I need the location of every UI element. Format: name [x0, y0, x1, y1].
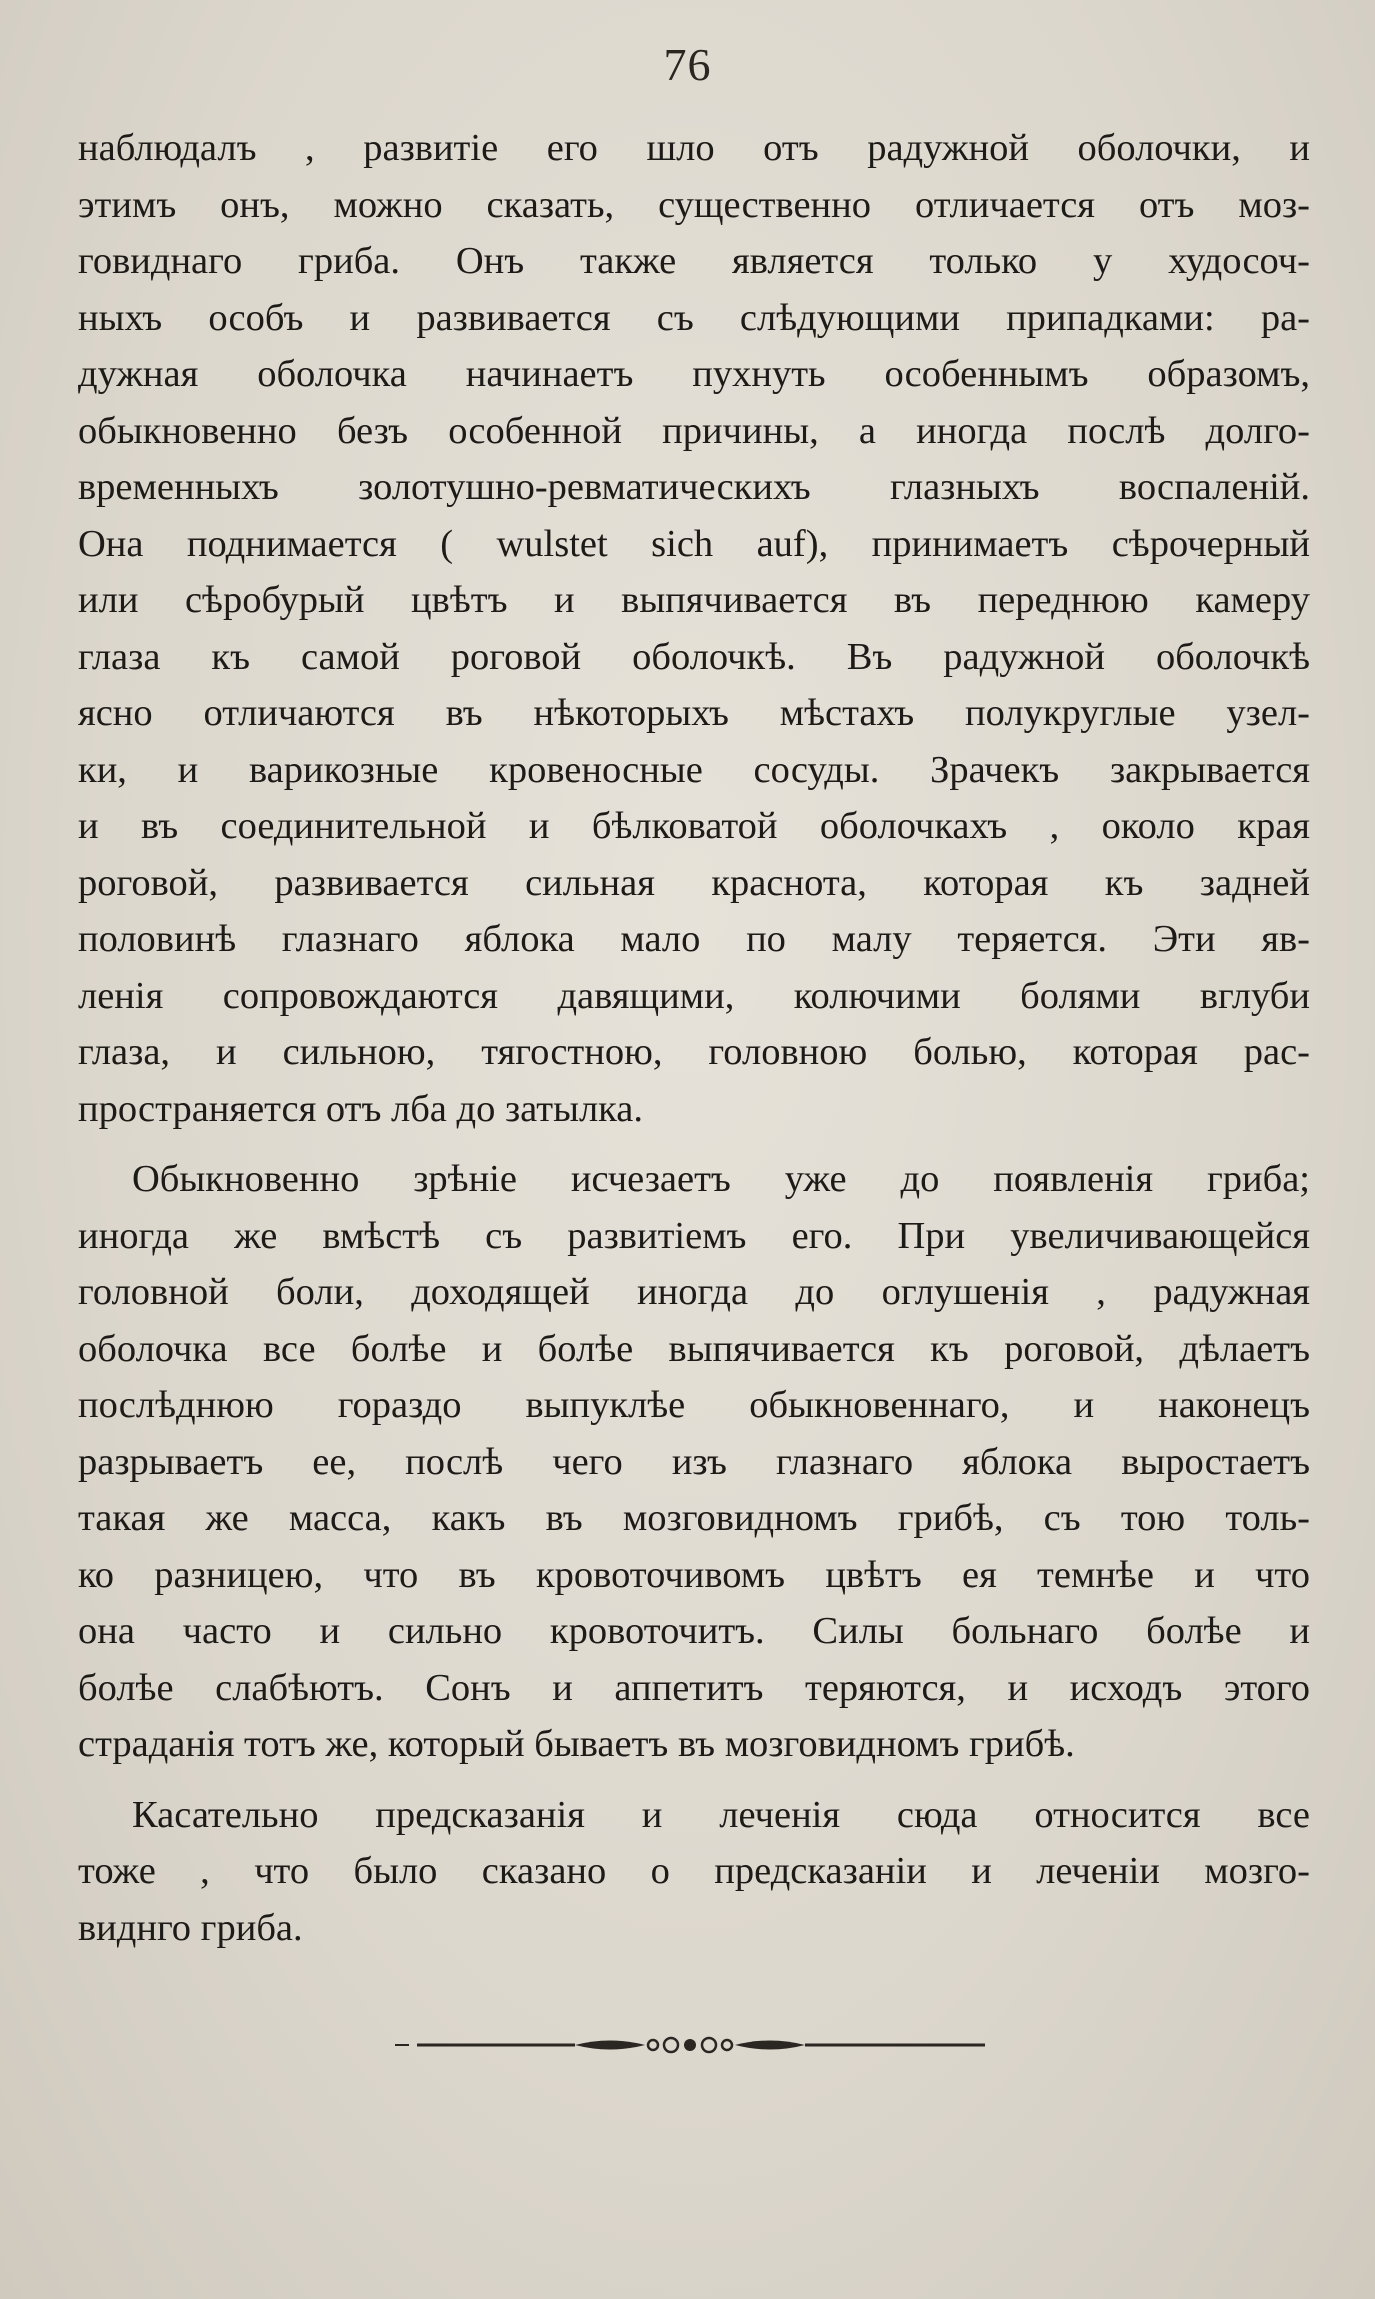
text-line: глаза, и сильною, тягостною, головною болью, которая рас- [78, 1031, 1310, 1073]
text-line: болѣе слабѣютъ. Сонъ и аппетитъ теряются, и исходъ этого [78, 1666, 1310, 1709]
text-line: разрываетъ ее, послѣ чего изъ глазнаго яблока выростаетъ [78, 1440, 1310, 1483]
text-line: ленія сопровождаются давящими, колючими болями вглуби [78, 974, 1310, 1017]
text-line: она часто и сильно кровоточитъ. Силы больнаго болѣе и [78, 1610, 1310, 1652]
text-line: этимъ онъ, можно сказать, существенно отличается отъ моз- [78, 183, 1310, 226]
text-line: ко разницею, что въ кровоточивомъ цвѣтъ ея темнѣе и что [78, 1553, 1310, 1596]
text-line: ныхъ особъ и развивается съ слѣдующими припадками: ра- [78, 296, 1310, 339]
paragraph-3 [78, 1787, 1310, 1957]
paragraph-1 [78, 120, 1310, 1137]
text-line: ясно отличаются въ нѣкоторыхъ мѣстахъ полукруглые узел- [78, 692, 1310, 734]
paragraph-2 [78, 1151, 1310, 1773]
text-line: такая же масса, какъ въ мозговидномъ грибѣ, съ тою толь- [78, 1497, 1310, 1539]
text-line: дужная оболочка начинаетъ пухнуть особеннымъ образомъ, [78, 353, 1310, 395]
text-line: Она поднимается ( wulstet sich auf), принимаетъ сѣрочерный [78, 522, 1310, 565]
text-line: Обыкновенно зрѣніе исчезаетъ уже до появленія гриба; [132, 1158, 1310, 1200]
text-line: Касательно предсказанія и леченія сюда относится все [132, 1793, 1310, 1836]
text-line: обыкновенно безъ особенной причины, а иногда послѣ долго- [78, 409, 1310, 452]
ornamental-divider-icon [395, 2030, 985, 2060]
text-line: ки, и варикозные кровеносные сосуды. Зрачекъ закрывается [78, 748, 1310, 791]
text-line: половинѣ глазнаго яблока мало по малу теряется. Эти яв- [78, 918, 1310, 960]
text-line: наблюдалъ , развитіе его шло отъ радужной оболочки, и [78, 127, 1310, 169]
text-line: временныхъ золотушно-ревматическихъ глазныхъ воспаленій. [78, 466, 1310, 508]
text-line: говиднаго гриба. Онъ также является только у худосоч- [78, 240, 1310, 282]
text-line: пространяется отъ лба до затылка. [78, 1087, 644, 1130]
text-line: страданія тотъ же, который бываетъ въ мозговидномъ грибѣ. [78, 1723, 1075, 1765]
text-line: или сѣробурый цвѣтъ и выпячивается въ переднюю камеру [78, 579, 1310, 621]
text-line: оболочка все болѣе и болѣе выпячивается къ роговой, дѣлаетъ [78, 1327, 1310, 1370]
text-line: головной боли, доходящей иногда до оглушенія , радужная [78, 1271, 1310, 1313]
text-line: роговой, развивается сильная краснота, которая къ задней [78, 861, 1310, 904]
page-number: 76 [663, 39, 712, 90]
text-line: виднго гриба. [78, 1906, 303, 1949]
text-line: послѣднюю гораздо выпуклѣе обыкновеннаго, и наконецъ [78, 1384, 1310, 1426]
body-text [78, 120, 1310, 1956]
text-line: тоже , что было сказано о предсказаніи и леченіи мозго- [78, 1850, 1310, 1892]
text-line: иногда же вмѣстѣ съ развитіемъ его. При увеличивающейся [78, 1214, 1310, 1257]
text-line: глаза къ самой роговой оболочкѣ. Въ радужной оболочкѣ [78, 635, 1310, 678]
text-line: и въ соединительной и бѣлковатой оболочкахъ , около края [78, 805, 1310, 847]
